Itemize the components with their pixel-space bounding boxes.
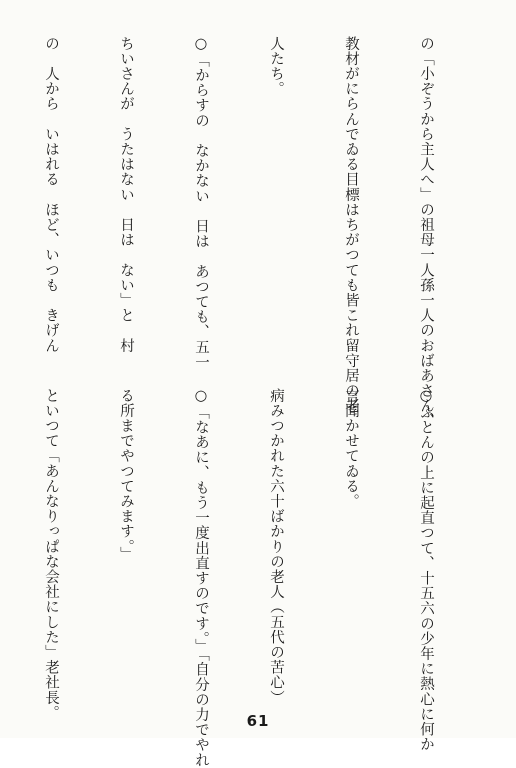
text-column: ○ふとんの上に起直つて、十五六の少年に熱心に何か: [418, 388, 434, 752]
text-column: といつて「あんなりっぱな会社にした」老社長。: [43, 388, 59, 721]
text-column: る所までやつてみます。」: [118, 388, 134, 562]
text-column: ちいさんが うたはない 日は ない」と 村: [118, 36, 134, 354]
text-column: 教材がにらんでゐる目標はちがつても皆これ留守居の老: [343, 36, 359, 414]
text-column: 病みつかれた六十ばかりの老人（五代の苦心）: [268, 388, 284, 706]
page-number: 61: [246, 712, 270, 730]
upper-text-block: [0, 36, 488, 429]
text-column: の「小ぞうから主人へ」の祖母一人孫一人のおばあさん、: [418, 36, 434, 429]
text-column: 言聞かせてゐる。: [343, 388, 359, 509]
text-column: ○「なあに、もう一度出直すのです。」「自分の力でやれ: [193, 388, 209, 768]
text-column: 人たち。: [268, 36, 284, 97]
text-column: の 人から いはれる ほど、いつも きげん: [43, 36, 59, 354]
text-column: ○「からすの なかない 日は あつても、五一: [193, 36, 209, 370]
